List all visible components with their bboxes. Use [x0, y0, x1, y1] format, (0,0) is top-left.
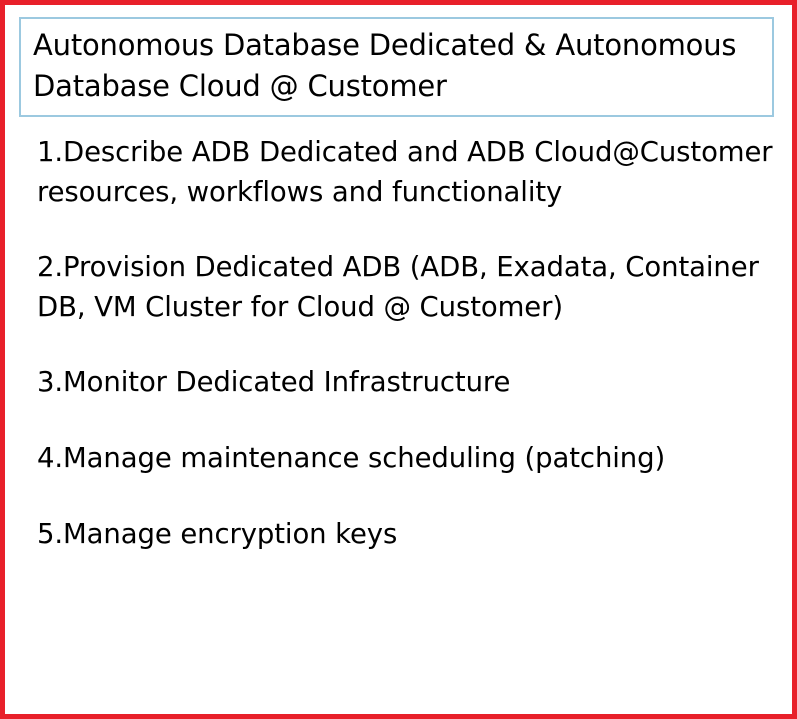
- list-item: 2.Provision Dedicated ADB (ADB, Exadata, Container DB, VM Cluster for Cloud @ Customer): [37, 251, 768, 323]
- slide-title-box: [19, 17, 774, 117]
- list-item: 3.Monitor Dedicated Infrastructure: [37, 366, 511, 399]
- list-item: 1.Describe ADB Dedicated and ADB Cloud@Customer resources, workflows and functionality: [37, 136, 782, 208]
- list-item: 5.Manage encryption keys: [37, 517, 398, 550]
- page-title: Autonomous Database Dedicated & Autonomous Database Cloud @ Customer: [33, 28, 737, 104]
- list-item: 4.Manage maintenance scheduling (patching): [37, 441, 666, 474]
- objectives-list: [19, 133, 784, 554]
